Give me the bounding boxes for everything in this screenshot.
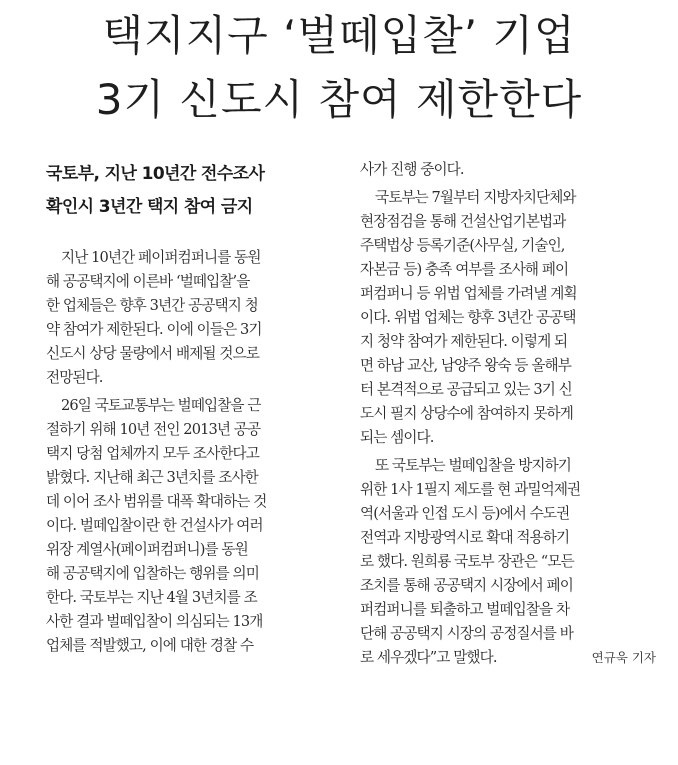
text-line: 단해 공공택지 시장의 공정질서를 바 — [360, 625, 573, 642]
paragraph-2-continued — [360, 158, 656, 182]
text-line: 데 이어 조사 범위를 대폭 확대하는 것 — [46, 493, 267, 510]
text-line: 퍼컴퍼니를 퇴출하고 벌떼입찰을 차 — [360, 601, 570, 618]
text-line: 지난 10년간 페이퍼컴퍼니를 동원 — [61, 249, 261, 266]
text-line: 한다. 국토부는 지난 4월 3년치를 조 — [46, 589, 257, 606]
paragraph-2 — [46, 394, 336, 658]
text-line: 이다. 위법 업체는 향후 3년간 공공택 — [360, 309, 576, 326]
byline: 연규욱 기자 — [591, 650, 656, 665]
text-line: 약 참여가 제한된다. 이에 이들은 3기 — [46, 321, 262, 338]
headline — [0, 4, 678, 132]
text-line: 도시 필지 상당수에 참여하지 못하게 — [360, 405, 573, 422]
subheadline — [46, 158, 336, 224]
last-line-row — [360, 646, 656, 670]
text-line: 택지 당첨 업체까지 모두 조사한다고 — [46, 445, 259, 462]
text-line: 지 청약 참여가 제한된다. 이렇게 되 — [360, 333, 568, 350]
text-line: 터 본격적으로 공급되고 있는 3기 신 — [360, 381, 572, 398]
text-line: 이다. 벌떼입찰이란 한 건설사가 여러 — [46, 517, 263, 534]
left-column — [46, 158, 336, 662]
subheadline-line-1: 국토부, 지난 10년간 전수조사 — [46, 164, 265, 184]
text-line: 현장점검을 통해 건설산업기본법과 — [360, 213, 566, 230]
text-line: 한 업체들은 향후 3년간 공공택지 청 — [46, 297, 258, 314]
text-line: 로 했다. 원희룡 국토부 장관은 “모든 — [360, 553, 574, 570]
text-line: 조치를 통해 공공택지 시장에서 페이 — [360, 577, 573, 594]
text-line: 국토부는 7월부터 지방자치단체와 — [375, 189, 576, 206]
text-line: 면 하남 교산, 남양주 왕숙 등 올해부 — [360, 357, 571, 374]
headline-line-2: 3기 신도시 참여 제한한다 — [95, 75, 583, 124]
text-line: 위장 계열사(페이퍼컴퍼니)를 동원 — [46, 541, 248, 558]
text-line: 밝혔다. 지난해 최근 3년치를 조사한 — [46, 469, 258, 486]
text-line: 주택법상 등록기준(사무실, 기술인, — [360, 237, 565, 254]
text-line: 사가 진행 중이다. — [360, 161, 464, 178]
subheadline-line-2: 확인시 3년간 택지 참여 금지 — [46, 197, 253, 217]
text-line: 절하기 위해 10년 전인 2013년 공공 — [46, 421, 261, 438]
text-line: 퍼컴퍼니 등 위법 업체를 가려낼 계획 — [360, 285, 577, 302]
text-line: 전역과 지방광역시로 확대 적용하기 — [360, 529, 570, 546]
text-line: 신도시 상당 물량에서 배제될 것으로 — [46, 345, 259, 362]
headline-line-1: 택지지구 ‘벌떼입찰’ 기업 — [102, 11, 576, 60]
paragraph-1 — [46, 246, 336, 390]
text-line: 역(서울과 인접 도시 등)에서 수도권 — [360, 505, 570, 522]
text-line: 위한 1사 1필지 제도를 현 과밀억제권 — [360, 481, 581, 498]
text-line: 사한 결과 벌떼입찰이 의심되는 13개 — [46, 613, 263, 630]
text-line: 로 세우겠다”고 말했다. — [360, 649, 497, 666]
text-line: 해 공공택지에 이른바 ‘벌떼입찰’을 — [46, 273, 250, 290]
text-line: 해 공공택지에 입찰하는 행위를 의미 — [46, 565, 259, 582]
paragraph-3 — [360, 186, 656, 450]
text-line: 자본금 등) 충족 여부를 조사해 페이 — [360, 261, 569, 278]
text-line: 되는 셈이다. — [360, 429, 434, 446]
text-line: 업체를 적발했고, 이에 대한 경찰 수 — [46, 637, 254, 654]
text-line: 전망된다. — [46, 369, 103, 386]
paragraph-4 — [360, 454, 656, 670]
text-line: 26일 국토교통부는 벌떼입찰을 근 — [61, 397, 261, 414]
text-line: 또 국토부는 벌떼입찰을 방지하기 — [375, 457, 571, 474]
right-column — [360, 158, 656, 674]
